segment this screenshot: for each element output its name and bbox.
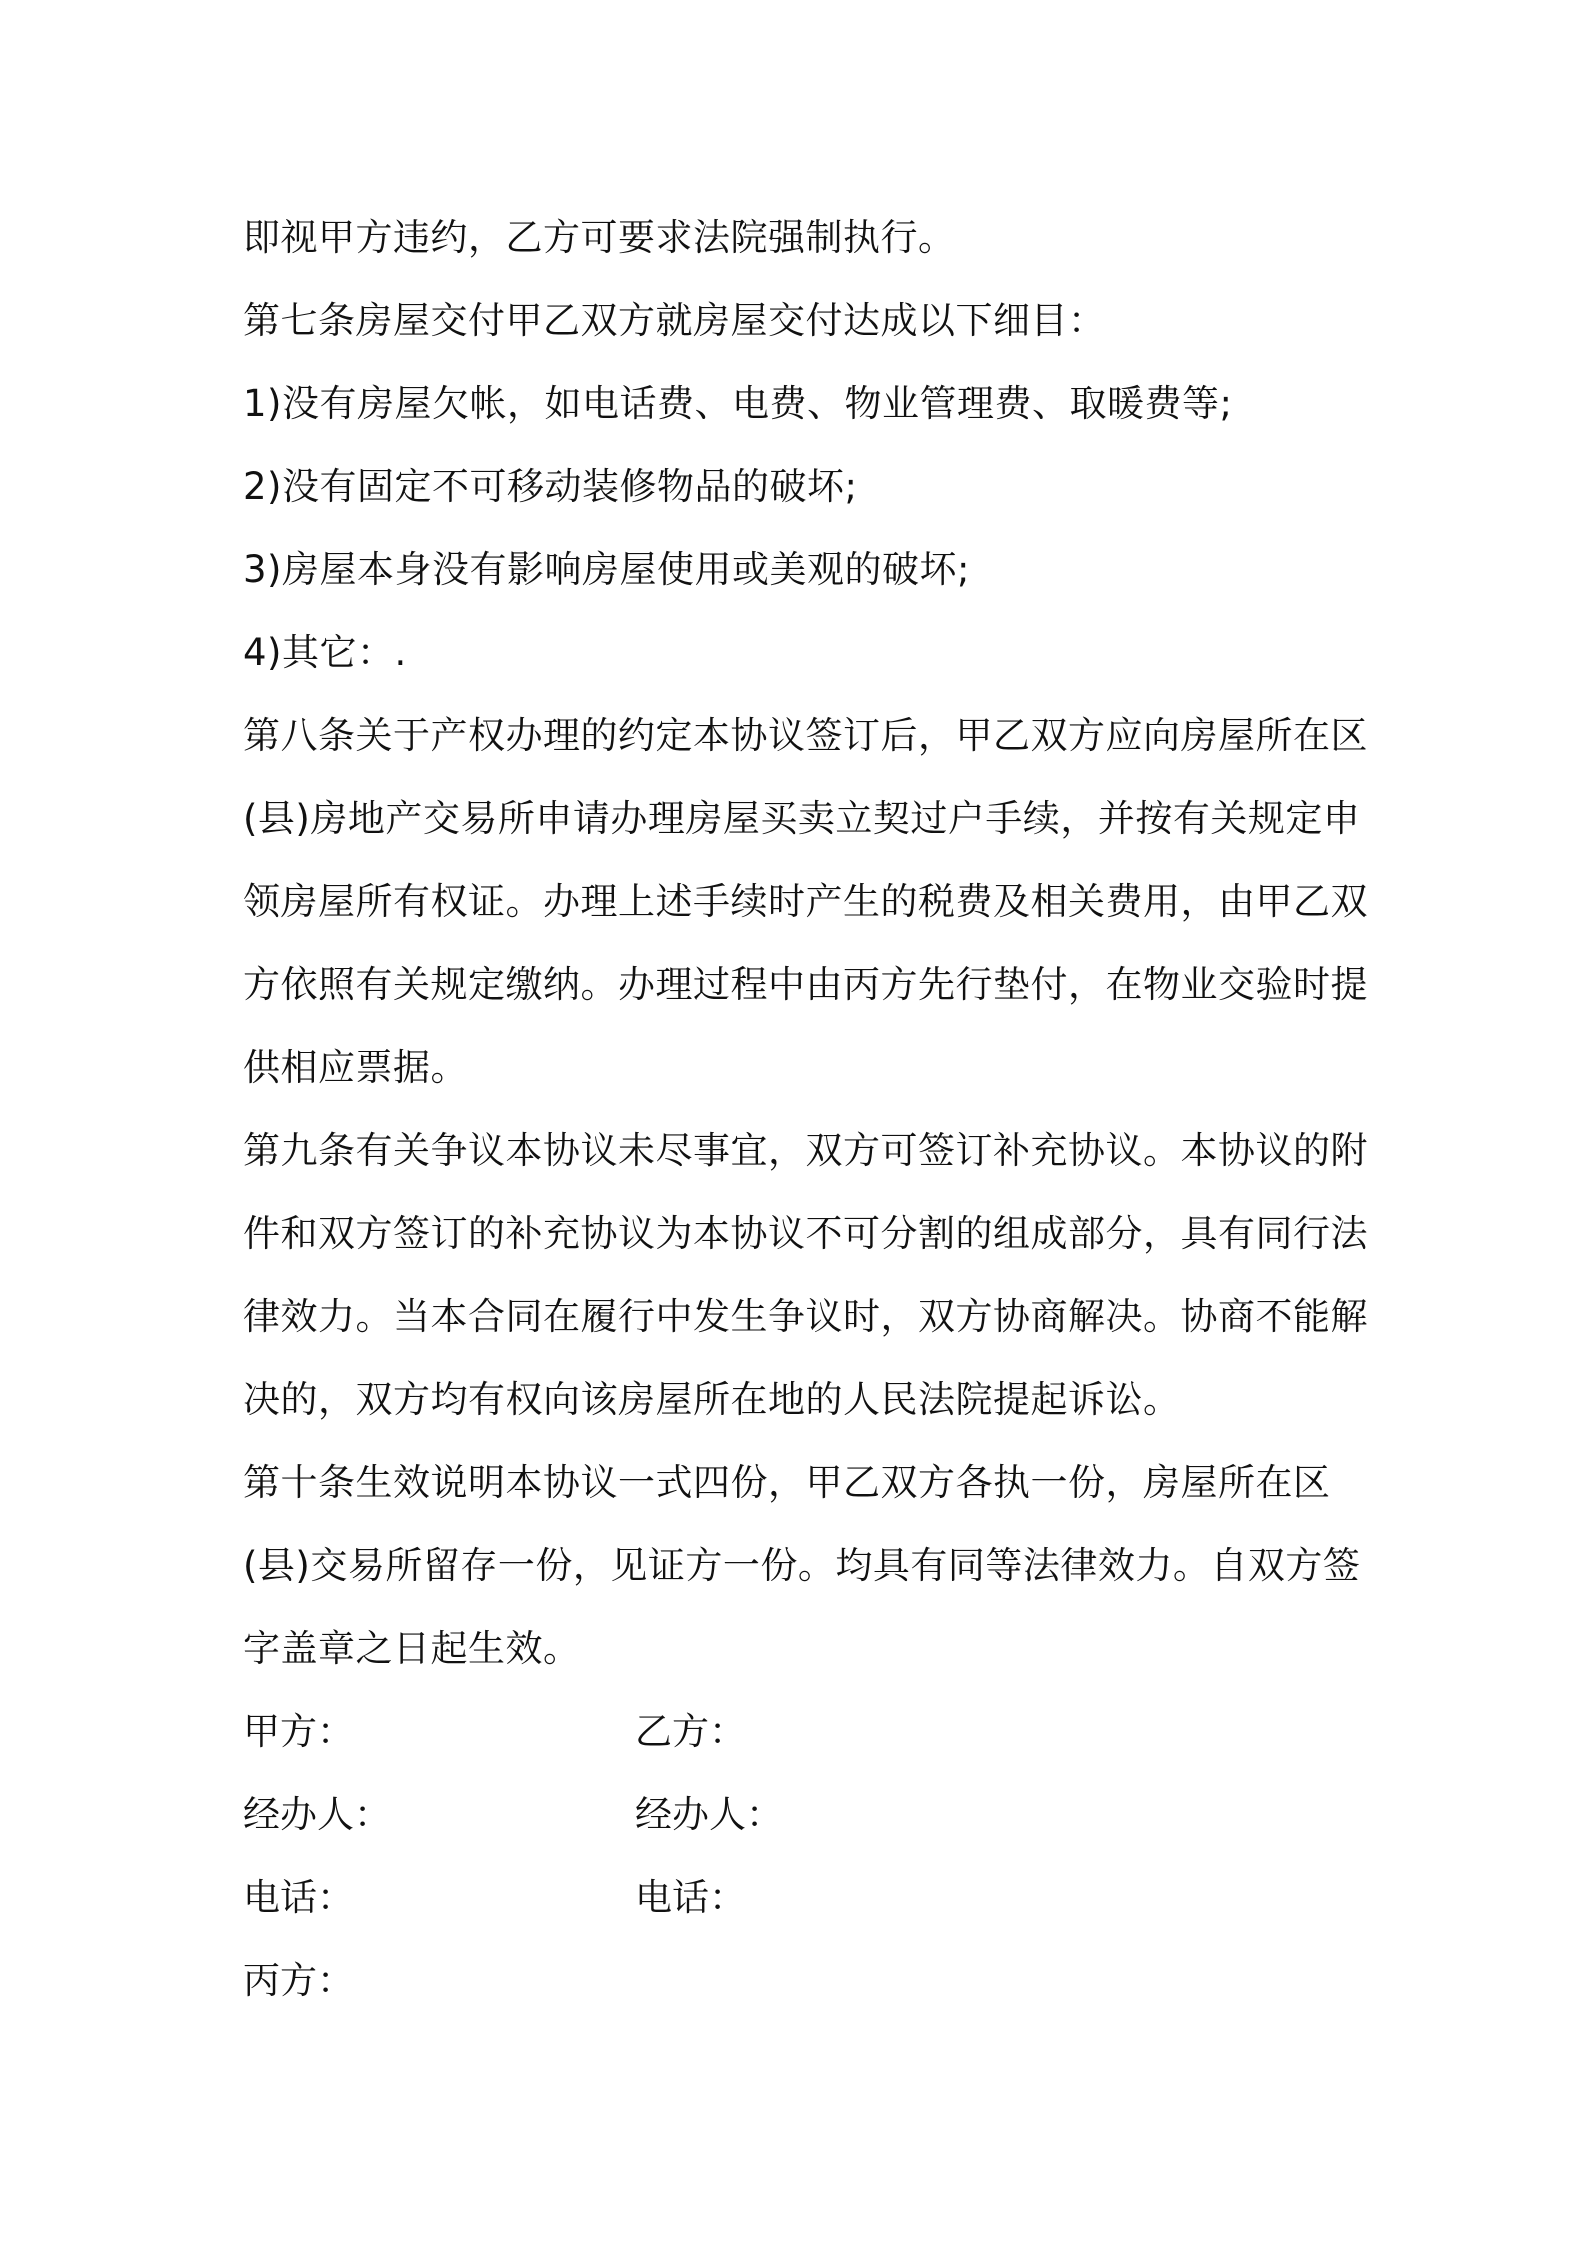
party-a-label: 甲方： (243, 1710, 354, 1753)
phone-a-label: 电话： (243, 1876, 354, 1919)
article-9-text: 律效力。当本合同在履行中发生争议时，双方协商解决。协商不能解 (243, 1295, 1368, 1338)
phone-b-label: 电话： (635, 1876, 746, 1919)
list-item: 3)房屋本身没有影响房屋使用或美观的破坏; (243, 548, 970, 591)
list-item: 2)没有固定不可移动装修物品的破坏; (243, 465, 858, 508)
article-8-text: 方依照有关规定缴纳。办理过程中由丙方先行垫付，在物业交验时提 (243, 963, 1368, 1006)
article-9-text: 决的，双方均有权向该房屋所在地的人民法院提起诉讼。 (243, 1378, 1181, 1421)
list-item: 1)没有房屋欠帐，如电话费、电费、物业管理费、取暖费等; (243, 382, 1233, 425)
signature-row-agent (243, 1773, 1358, 1856)
article-9-text: 件和双方签订的补充协议为本协议不可分割的组成部分，具有同行法 (243, 1212, 1368, 1255)
article-8-text: (县)房地产交易所申请办理房屋买卖立契过户手续，并按有关规定申 (243, 797, 1361, 840)
agent-b-label: 经办人： (635, 1793, 783, 1836)
article-8-text: 供相应票据。 (243, 1046, 468, 1089)
article-8-text: 领房屋所有权证。办理上述手续时产生的税费及相关费用，由甲乙双 (243, 880, 1368, 923)
party-b-label: 乙方： (635, 1710, 746, 1753)
article-8-text: 第八条关于产权办理的约定本协议签订后，甲乙双方应向房屋所在区 (243, 714, 1368, 757)
article-7-heading: 第七条房屋交付甲乙双方就房屋交付达成以下细目： (243, 299, 1106, 342)
list-item: 4)其它：. (243, 631, 407, 674)
article-10-text: (县)交易所留存一份，见证方一份。均具有同等法律效力。自双方签 (243, 1544, 1361, 1587)
article-10-text: 字盖章之日起生效。 (243, 1627, 581, 1670)
party-c-label: 丙方： (243, 1959, 354, 2002)
signature-row-phone (243, 1856, 1358, 1939)
signature-row-party-c (243, 1939, 1358, 2022)
document-body (243, 196, 1368, 2022)
text-line: 即视甲方违约，乙方可要求法院强制执行。 (243, 216, 956, 259)
article-10-text: 第十条生效说明本协议一式四份，甲乙双方各执一份，房屋所在区 (243, 1461, 1331, 1504)
signature-row-party (243, 1690, 1358, 1773)
article-9-text: 第九条有关争议本协议未尽事宜，双方可签订补充协议。本协议的附 (243, 1129, 1368, 1172)
agent-a-label: 经办人： (243, 1793, 391, 1836)
